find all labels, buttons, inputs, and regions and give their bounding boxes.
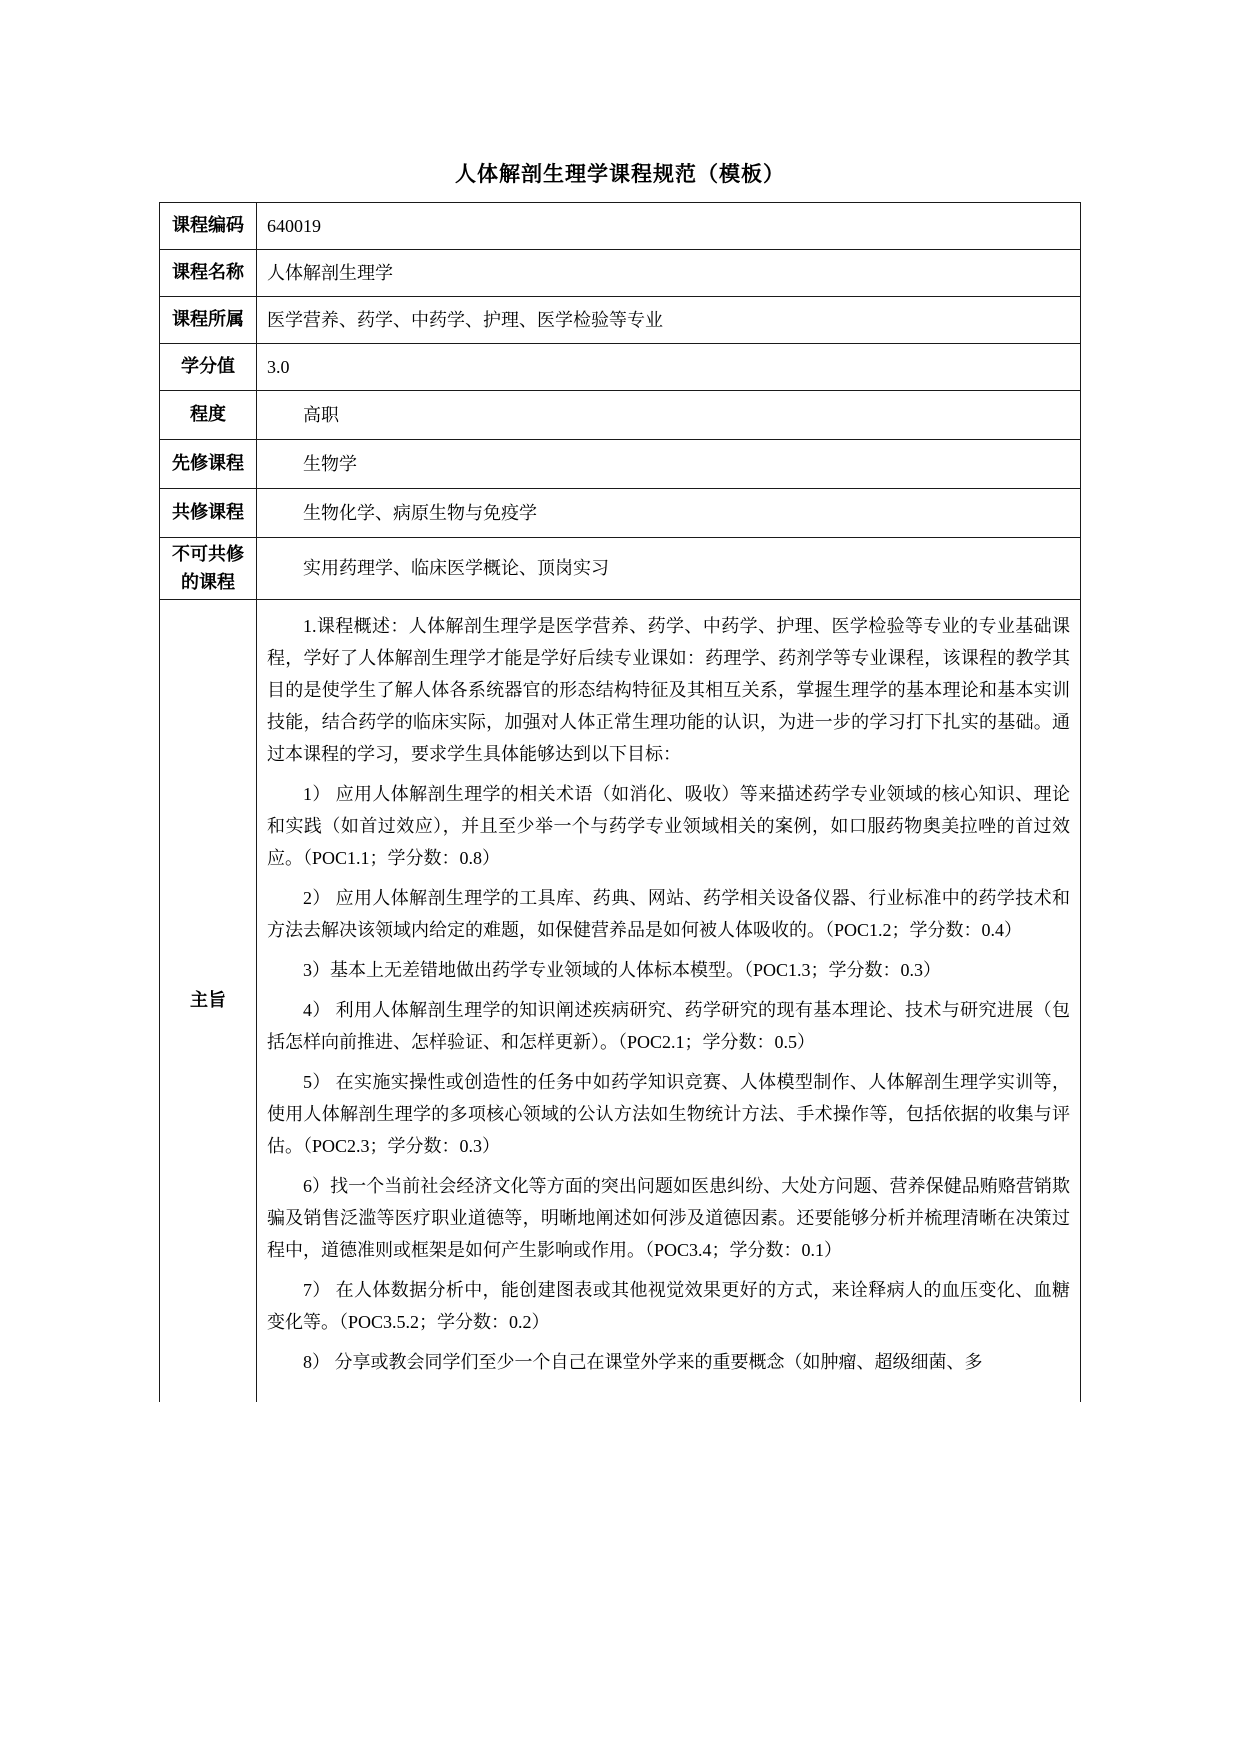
table-row-course-code [160,203,1080,250]
course-spec-table [159,202,1081,1402]
table-row-incompatible-courses [160,538,1080,600]
paragraph-objective-3: 3）基本上无差错地做出药学专业领域的人体标本模型。（POC1.3；学分数：0.3） [303,960,942,980]
row-label: 课程名称 [160,250,257,296]
row-value: 实用药理学、临床医学概论、顶岗实习 [303,558,609,579]
row-label: 先修课程 [160,440,257,488]
paragraph-objective-7: 7） 在人体数据分析中，能创建图表或其他视觉效果更好的方式，来诠释病人的血压变化、血糖变化等。（POC3.5.2；学分数：0.2） [267,1280,1070,1332]
row-value: 高职 [303,404,339,425]
row-value: 3.0 [267,356,290,377]
row-label: 主旨 [160,600,257,1402]
row-value: 人体解剖生理学 [267,262,393,283]
row-label: 学分值 [160,344,257,390]
table-row-corequisite-courses [160,489,1080,538]
table-row-course-affiliation [160,297,1080,344]
row-label: 课程编码 [160,203,257,249]
row-label: 程度 [160,391,257,439]
row-value: 生物化学、病原生物与免疫学 [303,502,537,523]
paragraph-objective-5: 5） 在实施实操性或创造性的任务中如药学知识竞赛、人体模型制作、人体解剖生理学实训等，使用人体解剖生理学的多项核心领域的公认方法如生物统计方法、手术操作等，包括依据的收集与评估。（POC2.3；学分数：0.3） [267,1072,1070,1156]
paragraph-objective-6: 6）找一个当前社会经济文化等方面的突出问题如医患纠纷、大处方问题、营养保健品贿赂营销欺骗及销售泛滥等医疗职业道德等，明晰地阐述如何涉及道德因素。还要能够分析并梳理清晰在决策过程中，道德准则或框架是如何产生影响或作用。（POC3.4；学分数：0.1） [267,1176,1070,1260]
row-label: 共修课程 [160,489,257,537]
row-value: 生物学 [303,453,357,474]
table-row-purpose [160,600,1080,1402]
paragraph-objective-1: 1） 应用人体解剖生理学的相关术语（如消化、吸收）等来描述药学专业领域的核心知识、理论和实践（如首过效应），并且至少举一个与药学专业领域相关的案例，如口服药物奥美拉唑的首过效应。（POC1.1；学分数：0.8） [267,784,1070,868]
row-value: 医学营养、药学、中药学、护理、医学检验等专业 [267,309,663,330]
paragraph-objective-2: 2） 应用人体解剖生理学的工具库、药典、网站、药学相关设备仪器、行业标准中的药学技术和方法去解决该领域内给定的难题，如保健营养品是如何被人体吸收的。（POC1.2；学分数：0.4） [267,888,1070,940]
row-label: 不可共修的课程 [160,538,257,599]
paragraph-objective-4: 4） 利用人体解剖生理学的知识阐述疾病研究、药学研究的现有基本理论、技术与研究进展（包括怎样向前推进、怎样验证、和怎样更新）。（POC2.1；学分数：0.5） [267,1000,1070,1052]
table-row-credit-value [160,344,1080,391]
table-row-course-name [160,250,1080,297]
table-row-level [160,391,1080,440]
purpose-content [257,600,1080,1402]
document-title: 人体解剖生理学课程规范（模板） [455,162,785,186]
paragraph-objective-8: 8） 分享或教会同学们至少一个自己在课堂外学来的重要概念（如肿瘤、超级细菌、多 [303,1352,983,1372]
paragraph-overview: 1.课程概述：人体解剖生理学是医学营养、药学、中药学、护理、医学检验等专业的专业基础课程，学好了人体解剖生理学才能是学好后续专业课如：药理学、药剂学等专业课程，该课程的教学其目的是使学生了解人体各系统器官的形态结构特征及其相互关系，掌握生理学的基本理论和基本实训技能，结合药学的临床实际，加强对人体正常生理功能的认识，为进一步的学习打下扎实的基础。通过本课程的学习，要求学生具体能够达到以下目标： [267,616,1070,764]
row-value: 640019 [267,215,321,236]
row-label: 课程所属 [160,297,257,343]
table-row-prerequisite-courses [160,440,1080,489]
